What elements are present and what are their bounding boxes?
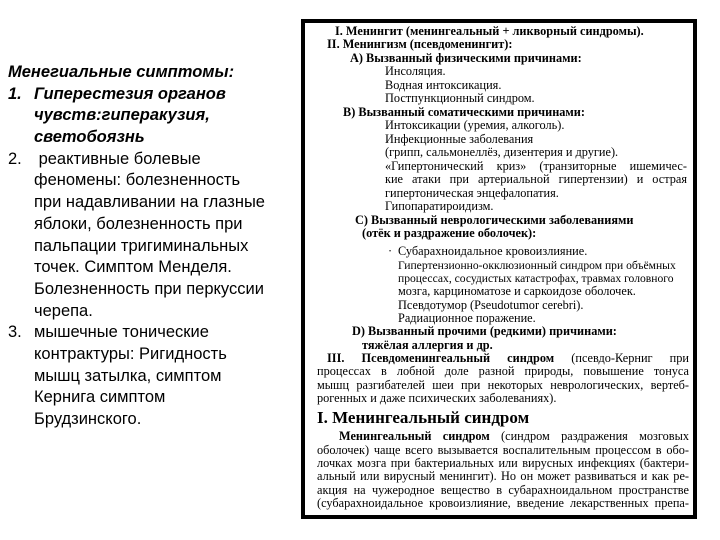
section3-title: III. Псевдоменингеальный синдром — [327, 351, 555, 365]
scan-line: I. Менингит (менингеальный + ликворный синдромы). — [335, 24, 644, 38]
scan-line: «Гипертонический криз» (транзиторные ишемичес- — [385, 159, 687, 173]
item-1-line: светобоязнь — [34, 128, 145, 147]
scan-line: D) Вызванный прочими (редкими) причинами: — [352, 324, 617, 338]
item-2-line: пальпации тригиминальных — [34, 236, 249, 255]
scan-line: Гипопаратироидизм. — [385, 199, 494, 213]
scan-line: II. Менингизм (псевдоменингит): — [327, 37, 513, 51]
scan-line: кие атаки при артериальной гипертензии) и острая — [385, 172, 687, 186]
item-3-line: 3. мышечные тонические — [8, 323, 209, 342]
scan-line: Радиационное поражение. — [398, 311, 536, 325]
scan-line: С) Вызванный неврологическими заболеваниями — [355, 213, 634, 227]
item-3-line: Брудзинского. — [34, 410, 142, 428]
scan-line: В) Вызванный соматическими причинами: — [343, 105, 585, 119]
scan-line: Менингеальный синдром (синдром раздражения мозговых — [339, 429, 689, 443]
scan-line: III. Псевдоменингеальный синдром (псевдо-Керниг при — [327, 351, 689, 365]
scan-line: процессах в лобной доле разной природы, повышение тонуса — [317, 364, 689, 378]
scan-line: Псевдотумор (Pseudotumor cerebri). — [398, 298, 584, 312]
scan-line: акция на чужеродное вещество в субарахноидальном пространстве — [317, 483, 689, 497]
scan-line: Водная интоксикация. — [385, 78, 502, 92]
item-3-line: контрактуры: Ригидность — [34, 344, 227, 363]
bullet-icon: · — [388, 244, 393, 258]
scan-line: А) Вызванный физическими причинами: — [350, 51, 582, 65]
item-2-line: 2. реактивные болевые — [8, 149, 201, 168]
item-2-line: при надавливании на глазные — [34, 193, 265, 212]
scan-line: Постпункционный синдром. — [385, 91, 535, 105]
scan-line: Интоксикации (уремия, алкоголь). — [385, 118, 565, 132]
item-3-line: Кернига симптом — [34, 388, 166, 407]
item-1-line: чувств:гиперакузия, — [34, 106, 210, 125]
slide-text — [8, 62, 298, 431]
scanned-textbook-excerpt — [301, 19, 697, 519]
scan-line: Инсоляция. — [385, 64, 446, 78]
item-2-line: Болезненность при перкуссии — [34, 279, 264, 298]
scan-line: (грипп, сальмонеллёз, дизентерия и другие). — [385, 145, 619, 159]
scan-line: (отёк и раздражение оболочек): — [362, 226, 537, 240]
item-2-line: яблоки, болезненность при — [34, 214, 243, 233]
scan-line: Инфекционные заболевания — [385, 132, 534, 146]
scan-line: гипертоническая энцефалопатия. — [385, 186, 559, 200]
scan-line: процессах, сосудистых катастрофах, травмах головного — [398, 272, 674, 285]
item-2-line: черепа. — [34, 301, 93, 320]
item-1-line: 1. Гиперестезия органов — [8, 84, 226, 103]
scan-line: лочках мозга при бактериальных или вирусных инфекциях (бактери- — [317, 456, 689, 470]
scan-line: мышц разгибателей шеи при некоторых неврологических, вертеб- — [317, 378, 689, 392]
scan-line: Гипертензионно-окклюзионный синдром при объёмных — [398, 259, 676, 272]
item-3-line: мышц затылка, симптом — [34, 366, 222, 385]
scan-line: мозга, карциноматозе и саркоидозе оболочек. — [398, 284, 636, 298]
scan-line: оболочек) чаще всего вызывается воспалительным процессом в обо- — [317, 443, 689, 457]
scan-line: (субарахноидальное кровоизлияние, введение лекарственных препа- — [317, 496, 689, 510]
section-heading: I. Менингеальный синдром — [317, 408, 530, 427]
scan-line: тяжёлая аллергия и др. — [362, 338, 493, 352]
scan-line: Субарахноидальное кровоизлияние. — [398, 244, 588, 258]
scan-line: рогенных и даже психических заболеваниях). — [317, 391, 557, 405]
symptoms-heading: Менегиальные симптомы: — [8, 63, 235, 81]
item-2-line: феномены: болезненность — [34, 171, 241, 190]
item-2-line: точек. Симптом Менделя. — [34, 258, 232, 277]
scan-line: альный или вирусный менингит). Но он может развиваться и как ре- — [317, 469, 689, 483]
